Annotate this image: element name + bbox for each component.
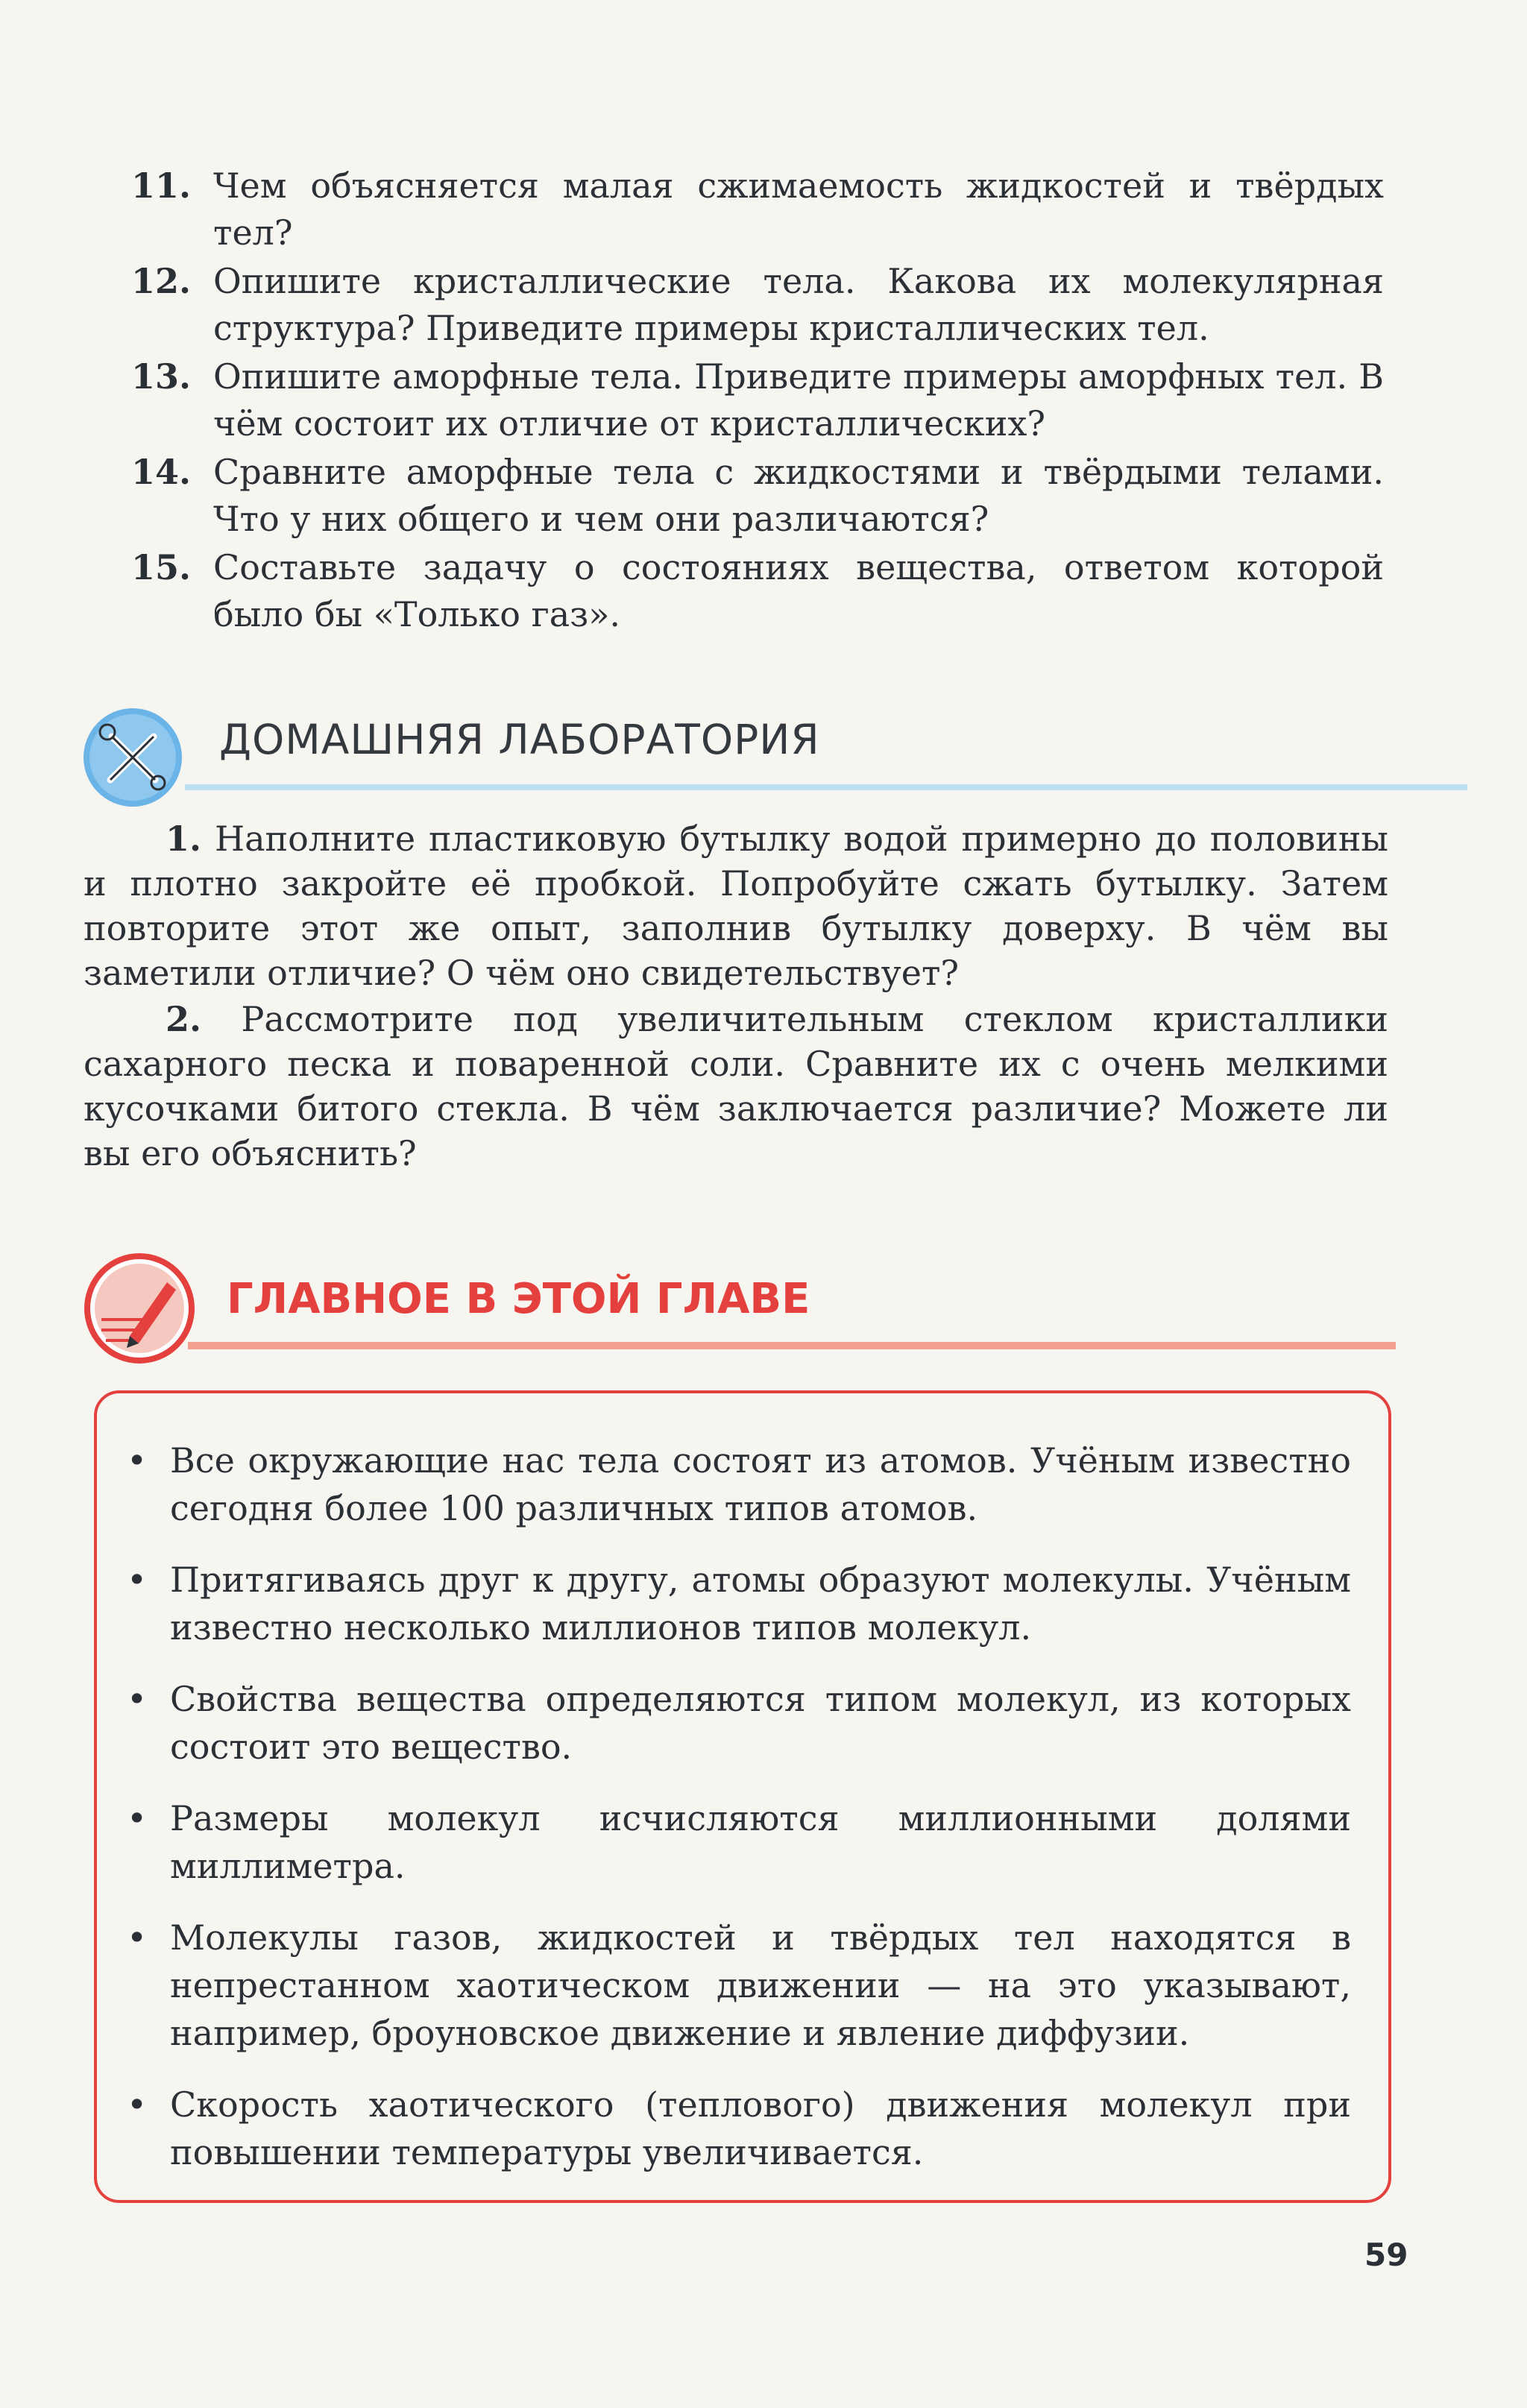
page-number: 59 bbox=[1364, 2237, 1408, 2273]
question-item bbox=[131, 258, 1384, 352]
bullet-icon: • bbox=[127, 1560, 148, 1600]
bullet-icon: • bbox=[127, 1440, 148, 1481]
summary-text: Свойства вещества определяются типом молекул, из которых состоит это вещество. bbox=[170, 1679, 1351, 1767]
question-number: 11. bbox=[131, 166, 192, 206]
lab-task bbox=[84, 816, 1388, 995]
question-item bbox=[131, 544, 1384, 638]
summary-text: Притягиваясь друг к другу, атомы образуют молекулы. Учёным известно несколько миллионов типов молекул. bbox=[170, 1560, 1351, 1648]
question-text: Составьте задачу о состояниях вещества, ответом которой было бы «Только газ». bbox=[213, 547, 1384, 634]
summary-text: Молекулы газов, жидкостей и твёрдых тел находятся в непрестанном хаотическом движении — на это указывают, например, броуновское движение и явление диффузии. bbox=[170, 1917, 1351, 2053]
question-item bbox=[131, 353, 1384, 447]
bullet-icon: • bbox=[127, 2084, 148, 2125]
pen-note-icon bbox=[84, 1252, 195, 1364]
home-lab-title: ДОМАШНЯЯ ЛАБОРАТОРИЯ bbox=[219, 716, 820, 763]
lab-task bbox=[84, 997, 1388, 1176]
lab-task-text: Рассмотрите под увеличительным стеклом кристаллики сахарного песка и поваренной соли. Сравните их с очень мелкими кусочками битого стекла. В чём заключается различие? Можете ли вы его объяснить? bbox=[84, 999, 1388, 1173]
divider bbox=[185, 784, 1467, 790]
bullet-icon: • bbox=[127, 1679, 148, 1719]
lab-task-number: 2. bbox=[166, 999, 202, 1039]
home-lab-tasks bbox=[84, 816, 1388, 1177]
summary-item bbox=[127, 1675, 1351, 1771]
question-number: 14. bbox=[131, 452, 192, 492]
question-text: Опишите аморфные тела. Приведите примеры аморфных тел. В чём состоит их отличие от кристаллических? bbox=[213, 356, 1384, 444]
question-text: Опишите кристаллические тела. Какова их молекулярная структура? Приведите примеры кристаллических тел. bbox=[213, 261, 1384, 348]
summary-text: Все окружающие нас тела состоят из атомов. Учёным известно сегодня более 100 различных типов атомов. bbox=[170, 1440, 1351, 1528]
lab-task-text: Наполните пластиковую бутылку водой примерно до половины и плотно закройте её пробкой. Попробуйте сжать бутылку. Затем повторите этот же опыт, заполнив бутылку доверху. В чём вы заметили отличие? О чём оно свидетельствует? bbox=[84, 819, 1388, 993]
question-text: Сравните аморфные тела с жидкостями и твёрдыми телами. Что у них общего и чем они различаются? bbox=[213, 452, 1384, 539]
bullet-icon: • bbox=[127, 1917, 148, 1958]
question-number: 15. bbox=[131, 547, 192, 587]
tools-icon bbox=[81, 705, 185, 810]
question-text: Чем объясняется малая сжимаемость жидкостей и твёрдых тел? bbox=[213, 166, 1384, 253]
questions-list bbox=[131, 163, 1384, 640]
summary-item bbox=[127, 1556, 1351, 1651]
chapter-summary-header bbox=[84, 1252, 1396, 1364]
summary-item bbox=[127, 1794, 1351, 1890]
home-lab-header bbox=[81, 693, 1393, 798]
lab-task-number: 1. bbox=[166, 819, 202, 859]
summary-text: Размеры молекул исчисляются миллионными долями миллиметра. bbox=[170, 1798, 1351, 1886]
summary-item bbox=[127, 2081, 1351, 2176]
summary-item bbox=[127, 1914, 1351, 2057]
summary-text: Скорость хаотического (теплового) движения молекул при повышении температуры увеличивается. bbox=[170, 2084, 1351, 2172]
chapter-summary-title: ГЛАВНОЕ В ЭТОЙ ГЛАВЕ bbox=[227, 1275, 810, 1323]
question-number: 12. bbox=[131, 261, 192, 301]
summary-box bbox=[94, 1390, 1391, 2203]
summary-item bbox=[127, 1437, 1351, 1532]
question-item bbox=[131, 163, 1384, 256]
question-number: 13. bbox=[131, 356, 192, 397]
divider bbox=[188, 1342, 1396, 1349]
question-item bbox=[131, 449, 1384, 543]
bullet-icon: • bbox=[127, 1798, 148, 1838]
